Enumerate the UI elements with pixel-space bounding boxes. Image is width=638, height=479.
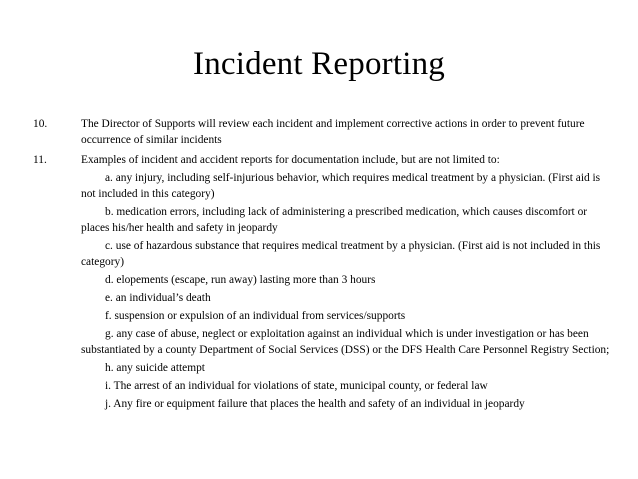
subitem-d: d. elopements (escape, run away) lasting more than 3 hours xyxy=(105,274,376,286)
item-number: 10. xyxy=(33,118,48,130)
subitem-c: c. use of hazardous substance that requires medical treatment by a physician. (First aid is not included in this category) xyxy=(81,240,601,268)
list-item-10 xyxy=(33,116,613,148)
slide-content xyxy=(33,116,613,416)
list-item-11 xyxy=(33,152,613,412)
subitem-i: i. The arrest of an individual for violations of state, municipal county, or federal law xyxy=(105,380,488,392)
subitem-g: g. any case of abuse, neglect or exploitation against an individual which is under investigation or has been substantiated by a county Department of Social Services (DSS) or the DFS Health Care Personnel Registry Section; xyxy=(81,328,610,356)
subitem-j: j. Any fire or equipment failure that places the health and safety of an individual in jeopardy xyxy=(105,398,525,410)
item-number: 11. xyxy=(33,154,47,166)
slide-title: Incident Reporting xyxy=(193,46,445,82)
subitem-a: a. any injury, including self-injurious behavior, which requires medical treatment by a physician. (First aid is not included in this category) xyxy=(81,172,601,200)
subitem-b: b. medication errors, including lack of administering a prescribed medication, which causes discomfort or places his/her health and safety in jeopardy xyxy=(81,206,588,234)
subitem-h: h. any suicide attempt xyxy=(105,362,205,374)
item-text: Examples of incident and accident reports for documentation include, but are not limited to: xyxy=(81,154,500,166)
subitem-e: e. an individual’s death xyxy=(105,292,211,304)
subitem-f: f. suspension or expulsion of an individual from services/supports xyxy=(105,310,406,322)
item-text: The Director of Supports will review each incident and implement corrective actions in order to prevent future occurrence of similar incidents xyxy=(81,118,585,146)
